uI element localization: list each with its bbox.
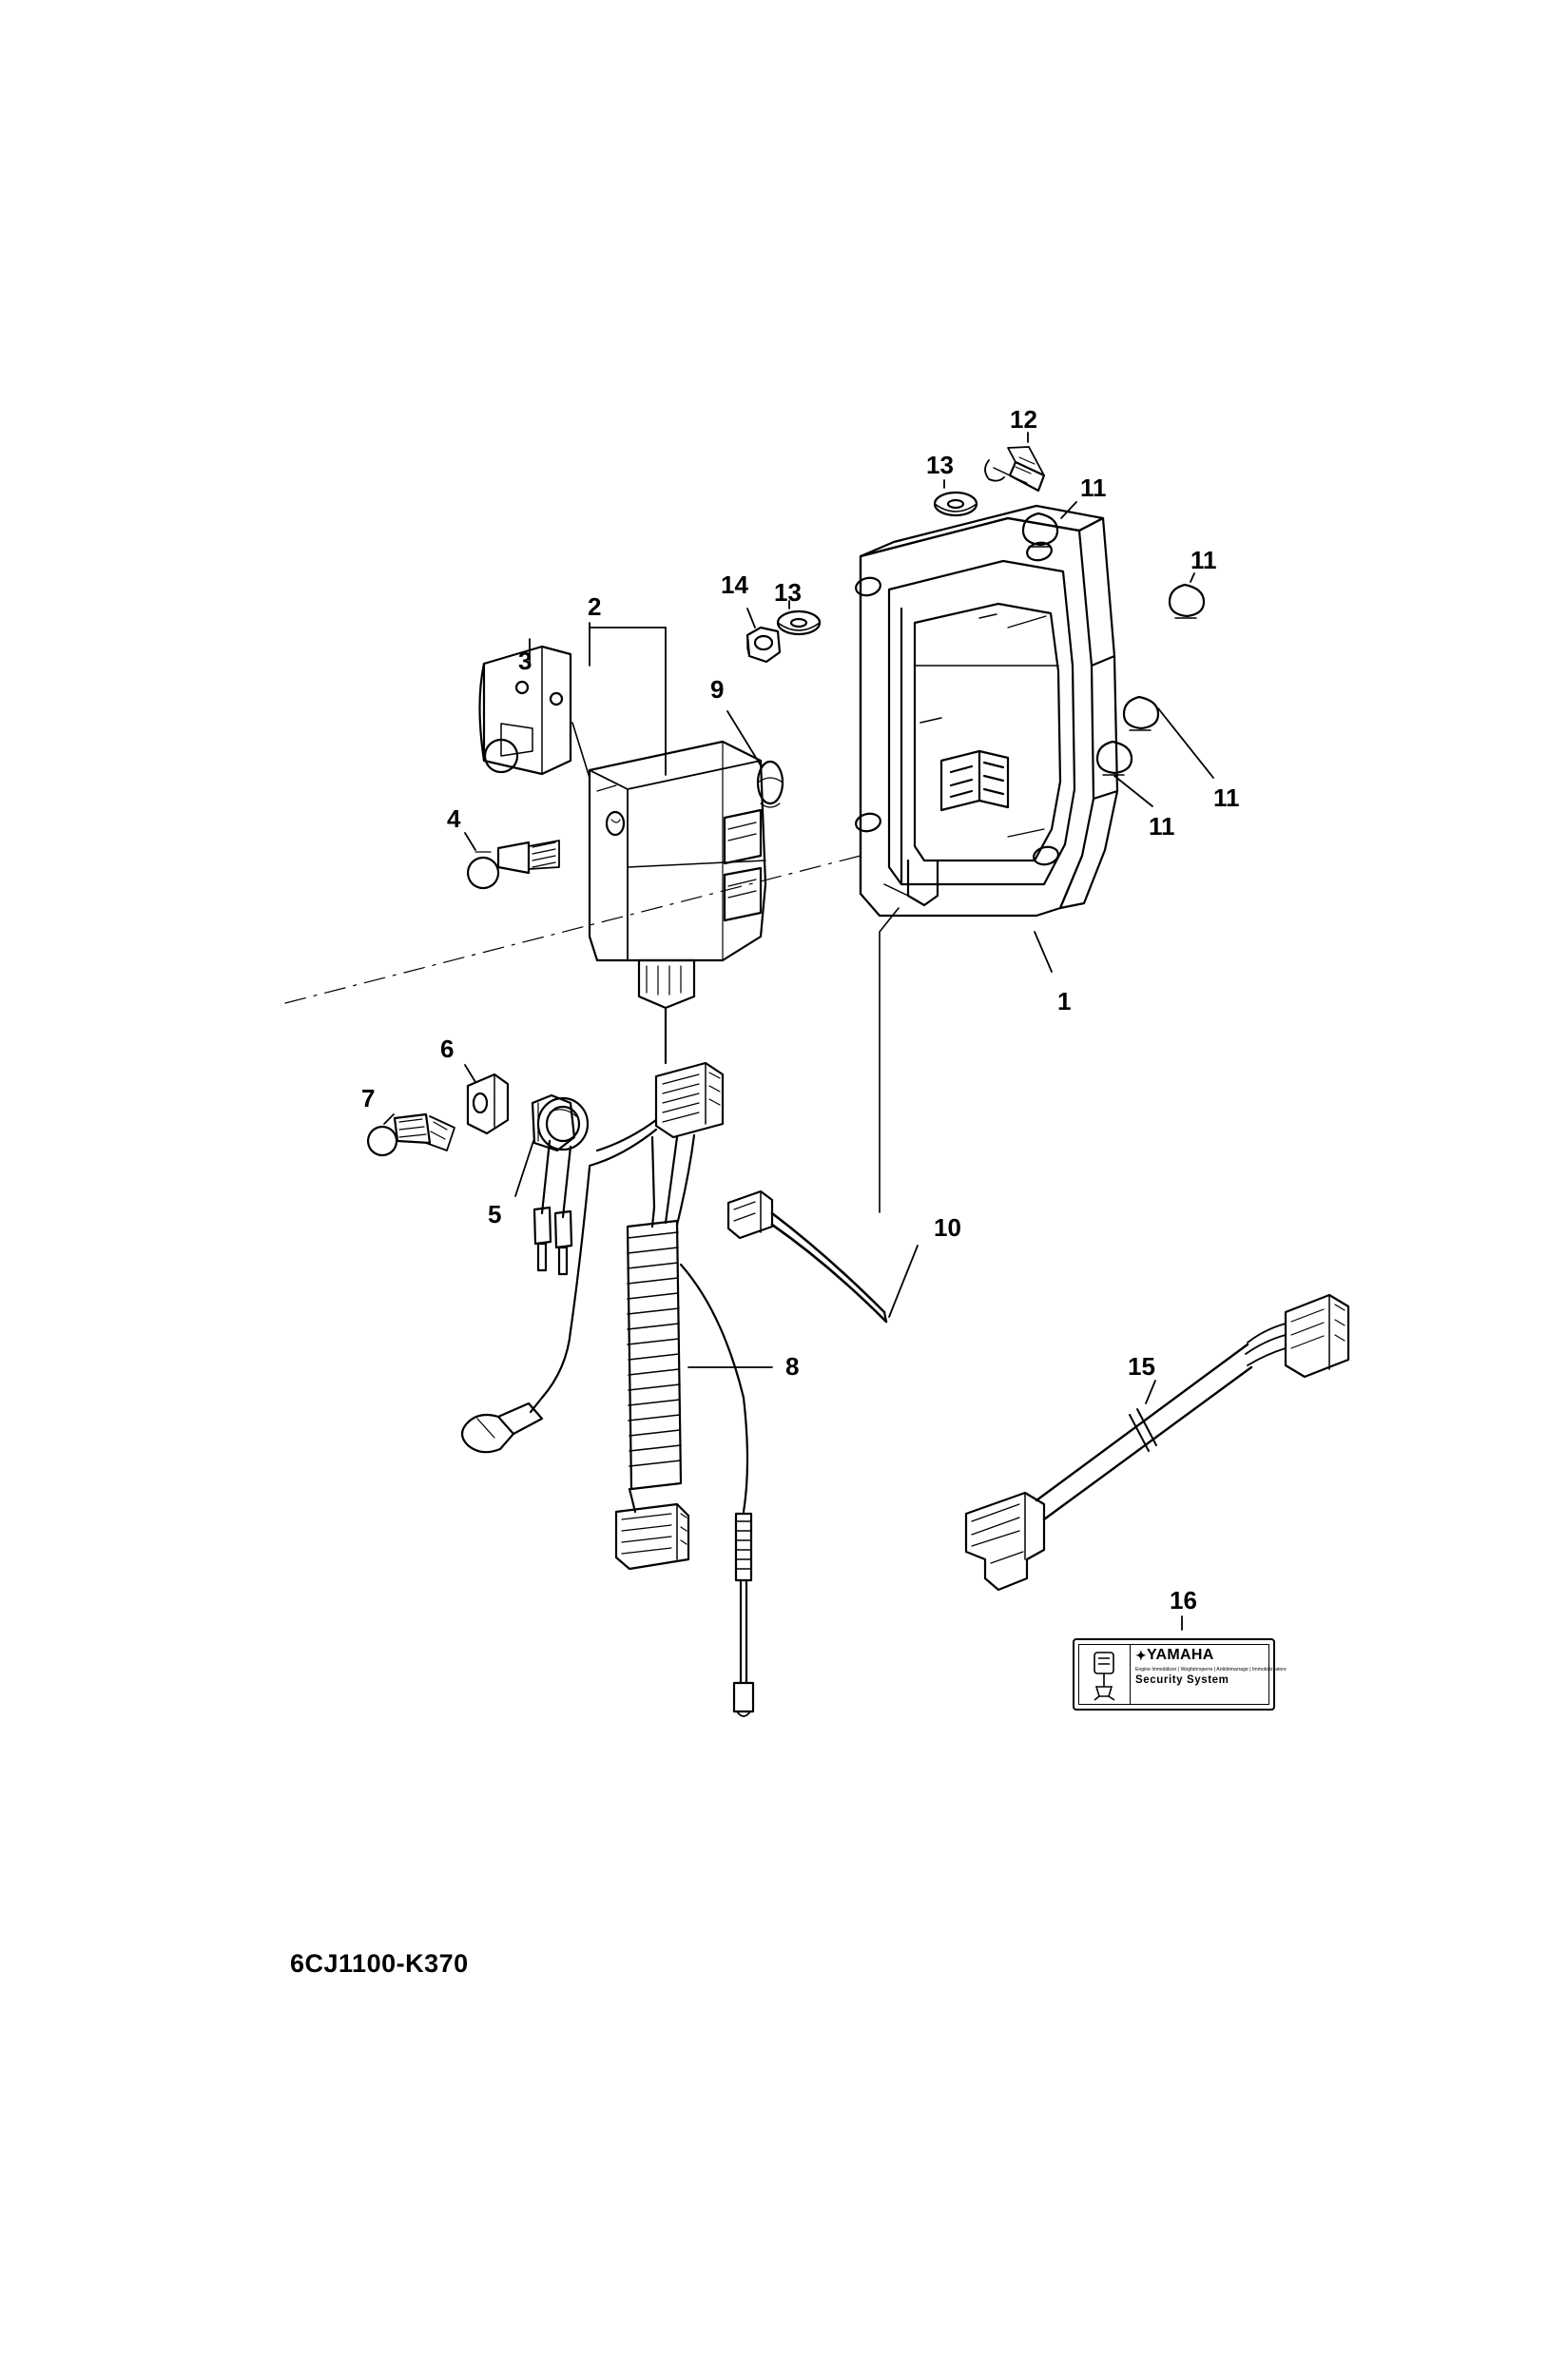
drawing-code: 6CJ1100-K370 bbox=[290, 1949, 469, 1978]
callout-11-d: 11 bbox=[1149, 812, 1175, 841]
decal-inner-frame bbox=[1078, 1644, 1287, 1705]
callout-2: 2 bbox=[588, 592, 602, 621]
outboard-engine-icon bbox=[1079, 1645, 1131, 1704]
yamaha-tuning-fork-icon: ✦ bbox=[1135, 1648, 1148, 1663]
callout-15: 15 bbox=[1128, 1352, 1155, 1381]
callout-6: 6 bbox=[440, 1034, 455, 1063]
callout-4: 4 bbox=[447, 804, 461, 833]
callout-10: 10 bbox=[934, 1213, 961, 1242]
callout-3: 3 bbox=[518, 647, 532, 675]
decal-text-block bbox=[1131, 1645, 1302, 1704]
decal-brand-text: YAMAHA bbox=[1147, 1647, 1214, 1663]
callout-13-b: 13 bbox=[774, 578, 802, 607]
decal-brand bbox=[1135, 1648, 1298, 1664]
callout-14: 14 bbox=[721, 570, 748, 599]
callout-7: 7 bbox=[361, 1084, 376, 1112]
callout-16: 16 bbox=[1170, 1586, 1197, 1615]
callout-1: 1 bbox=[1057, 987, 1072, 1015]
callout-13-a: 13 bbox=[926, 451, 954, 479]
callout-12: 12 bbox=[1010, 405, 1037, 434]
decal-subtitle: Security System bbox=[1135, 1674, 1229, 1687]
security-system-decal bbox=[1073, 1638, 1287, 1711]
callout-11-b: 11 bbox=[1191, 546, 1217, 574]
callout-9: 9 bbox=[710, 675, 725, 704]
callout-8: 8 bbox=[785, 1352, 800, 1381]
callout-11-c: 11 bbox=[1213, 783, 1240, 812]
callout-11-a: 11 bbox=[1080, 474, 1107, 502]
callout-5: 5 bbox=[488, 1200, 502, 1228]
decal-multilingual-line: Engine Immobilizer | Wegfahrsperre | Antidémarrage | Immobilizzatore bbox=[1135, 1666, 1287, 1673]
outboard-pictogram-svg bbox=[1079, 1645, 1131, 1706]
